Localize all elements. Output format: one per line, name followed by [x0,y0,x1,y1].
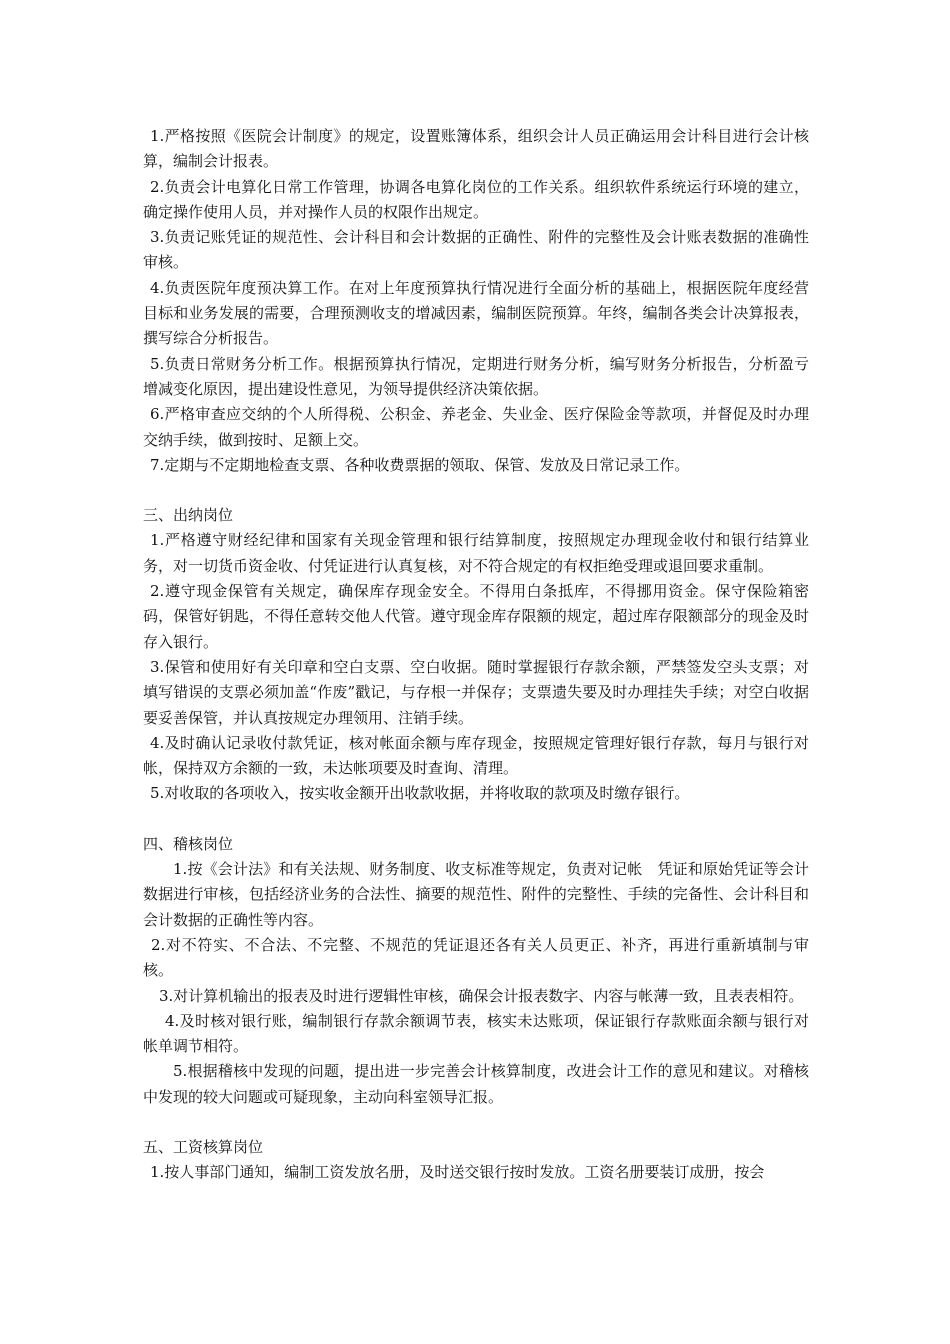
list-item: 2.对不符实、不合法、不完整、不规范的凭证退还各有关人员更正、补齐，再进行重新填制与审核。 [143,935,809,980]
section-cashier-items [143,528,809,806]
list-item: 7.定期与不定期地检查支票、各种收费票据的领取、保管、发放及日常记录工作。 [150,455,690,474]
list-item: 2.负责会计电算化日常工作管理，协调各电算化岗位的工作关系。组织软件系统运行环境的建立，确定操作使用人员，并对操作人员的权限作出规定。 [143,177,809,221]
list-item: 1.按《会计法》和有关法规、财务制度、收支标准等规定，负责对记帐 凭证和原始凭证等会计数据进行审核，包括经济业务的合法性、摘要的规范性、附件的完整性、手续的完备性、会计科目和会计数据的正确性等内容。 [143,860,809,929]
list-item: 5.对收取的各项收入，按实收金额开出收款收据，并将收取的款项及时缴存银行。 [150,784,690,803]
list-item: 4.及时核对银行账，编制银行存款余额调节表，核实未达账项，保证银行存款账面余额与银行对帐单调节相符。 [143,1011,809,1056]
list-item: 5.根据稽核中发现的问题，提出进一步完善会计核算制度，改进会计工作的意见和建议。对稽核中发现的较大问题或可疑现象，主动向科室领导汇报。 [143,1062,809,1106]
list-item: 6.严格审查应交纳的个人所得税、公积金、养老金、失业金、医疗保险金等款项，并督促及时办理交纳手续，做到按时、足额上交。 [143,405,809,449]
section-heading-payroll: 五、工资核算岗位 [143,1137,264,1156]
list-item: 1.严格按照《医院会计制度》的规定，设置账簿体系，组织会计人员正确运用会计科目进行会计核算，编制会计报表。 [143,127,809,171]
section-heading-audit: 四、稽核岗位 [143,834,234,853]
list-item: 5.负责日常财务分析工作。根据预算执行情况，定期进行财务分析，编写财务分析报告，分析盈亏增减变化原因，提出建设性意见，为领导提供经济决策依据。 [143,354,809,398]
section-audit-items [143,857,809,1110]
list-item: 3.负责记账凭证的规范性、会计科目和会计数据的正确性、附件的完整性及会计账表数据的准确性审核。 [143,228,809,272]
list-item: 1.按人事部门通知，编制工资发放名册，及时送交银行按时发放。工资名册要装订成册，按会 [150,1163,765,1182]
document-page [143,124,809,1186]
list-item: 3.对计算机输出的报表及时进行逻辑性审核，确保会计报表数字、内容与帐薄一致，且表表相符。 [159,986,804,1005]
list-item: 2.遵守现金保管有关规定，确保库存现金安全。不得用白条抵库，不得挪用资金。保守保险箱密码，保管好钥匙，不得任意转交他人代管。遵守现金库存限额的规定，超过库存限额部分的现金及时存入银行。 [143,582,809,651]
section-accounting-items [143,124,809,478]
list-item: 3.保管和使用好有关印章和空白支票、空白收据。随时掌握银行存款余额，严禁签发空头支票；对填写错误的支票必须加盖“作废”戳记，与存根一并保存；支票遗失要及时办理挂失手续；对空白收据要妥善保管，并认真按规定办理领用、注销手续。 [143,657,809,727]
section-payroll-items [143,1160,809,1185]
list-item: 4.负责医院年度预决算工作。在对上年度预算执行情况进行全面分析的基础上，根据医院年度经营目标和业务发展的需要，合理预测收支的增减因素，编制医院预算。年终，编制各类会计决算报表，撰写综合分析报告。 [143,278,809,348]
list-item: 4.及时确认记录收付款凭证，核对帐面余额与库存现金，按照规定管理好银行存款，每月与银行对帐，保持双方余额的一致，未达帐项要及时查询、清理。 [143,733,809,778]
list-item: 1.严格遵守财经纪律和国家有关现金管理和银行结算制度，按照规定办理现金收付和银行结算业务，对一切货币资金收、付凭证进行认真复核，对不符合规定的有权拒绝受理或退回要求重制。 [143,531,809,575]
section-heading-cashier: 三、出纳岗位 [143,506,234,525]
